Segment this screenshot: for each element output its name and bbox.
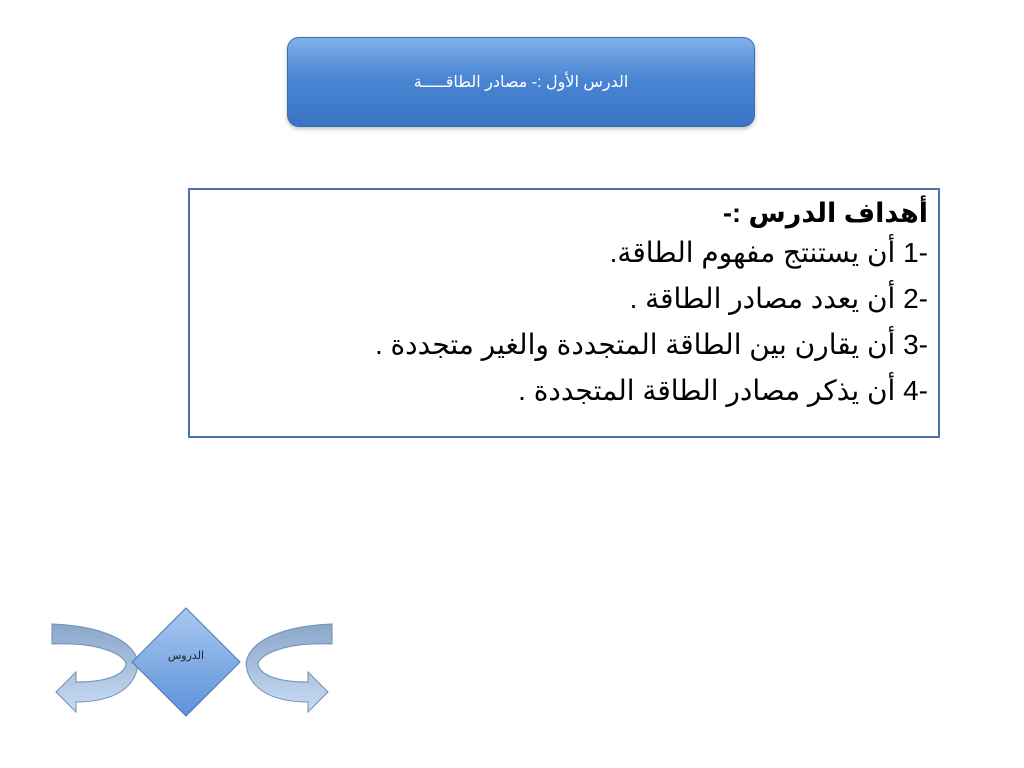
lessons-nav-label[interactable]: الدروس bbox=[167, 650, 205, 662]
lesson-title-banner[interactable] bbox=[287, 37, 755, 127]
objectives-heading: أهداف الدرس :- bbox=[723, 198, 928, 228]
objective-text: أن يقارن بين الطاقة المتجددة والغير متجددة . bbox=[374, 329, 904, 360]
objective-number: 2- bbox=[903, 283, 928, 314]
objective-number: 4- bbox=[903, 375, 928, 406]
objective-text: أن يذكر مصادر الطاقة المتجددة . bbox=[518, 375, 904, 406]
curved-arrow-right-icon[interactable] bbox=[246, 624, 332, 712]
objective-text: أن يعدد مصادر الطاقة . bbox=[629, 283, 904, 314]
objectives-box bbox=[188, 188, 940, 438]
lesson-title: الدرس الأول :- مصادر الطاقـــــة bbox=[413, 74, 629, 91]
lessons-diamond-button[interactable] bbox=[132, 608, 240, 716]
objective-item-4 bbox=[190, 368, 928, 414]
objective-item-1 bbox=[190, 230, 928, 276]
objective-number: 3- bbox=[903, 329, 928, 360]
objective-item-3 bbox=[190, 322, 928, 368]
lessons-nav-widget bbox=[50, 606, 334, 718]
objective-text: أن يستنتج مفهوم الطاقة. bbox=[609, 237, 904, 268]
curved-arrow-left-icon[interactable] bbox=[52, 624, 138, 712]
objective-number: 1- bbox=[903, 237, 928, 268]
objective-item-2 bbox=[190, 276, 928, 322]
